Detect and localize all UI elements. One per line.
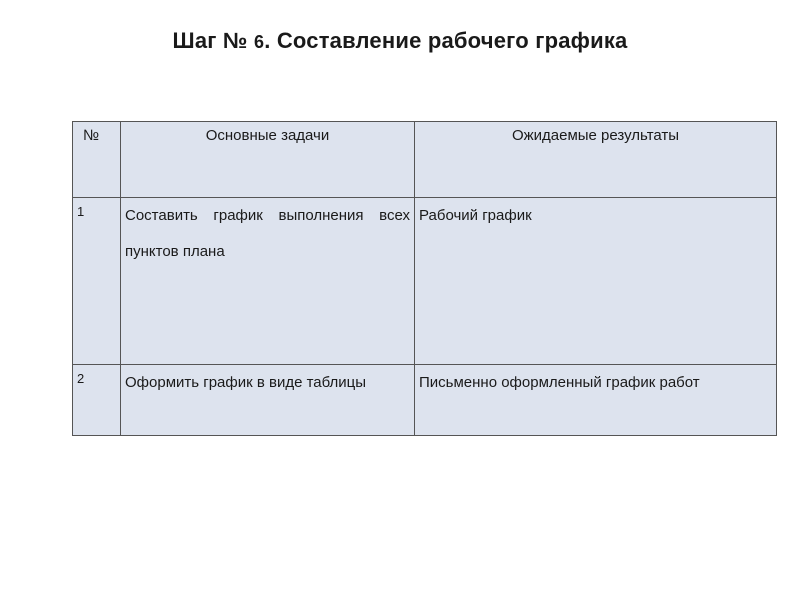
row-result: Рабочий график [415,198,777,365]
row-number: 1 [73,198,121,365]
row-number: 2 [73,365,121,436]
header-number: № [73,122,121,198]
page-title [0,28,800,54]
title-text: . Составление рабочего графика [264,28,628,53]
row-task: Оформить график в виде таблицы [121,365,415,436]
header-tasks: Основные задачи [121,122,415,198]
table-header-row [73,122,777,198]
work-plan-table [72,121,777,436]
table-row [73,198,777,365]
row-task: Составить график выполнения всех пунктов плана [121,198,415,365]
row-result: Письменно оформленный график работ [415,365,777,436]
title-step-number: 6 [253,32,265,52]
table-row [73,365,777,436]
title-prefix: Шаг № [172,28,248,53]
header-results: Ожидаемые результаты [415,122,777,198]
